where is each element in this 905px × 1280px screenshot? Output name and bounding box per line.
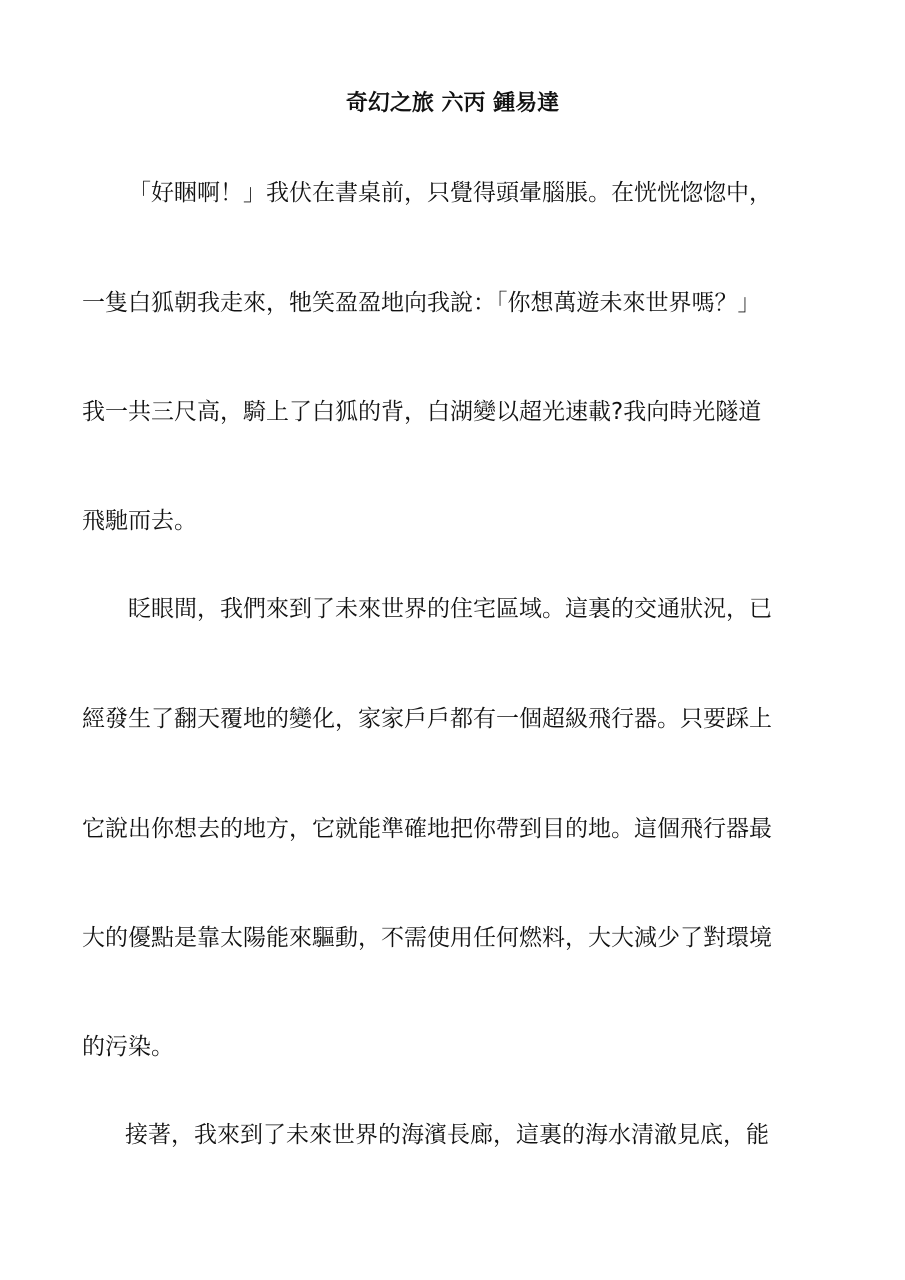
paragraph-1-line-2: 一隻白狐朝我走來，牠笑盈盈地向我說：「你想萬遊未來世界嗎？」: [82, 290, 761, 316]
paragraph-2-line-2: 經發生了翻天覆地的變化，家家戶戶都有一個超級飛行器。只要踩上: [82, 706, 772, 732]
paragraph-1-line-4: 飛馳而去。: [82, 508, 197, 534]
paragraph-2-line-3: 它說出你想去的地方，它就能準確地把你帶到目的地。這個飛行器最: [82, 816, 772, 842]
document-title: 奇幻之旅 六丙 鍾易達: [345, 91, 560, 116]
paragraph-2-line-5: 的污染。: [82, 1034, 174, 1060]
paragraph-3-line-1: 接著，我來到了未來世界的海濱長廊，這裏的海水清澈見底，能: [125, 1122, 769, 1148]
paragraph-2-line-4: 大的優點是靠太陽能來驅動，不需使用任何燃料，大大減少了對環境: [82, 925, 772, 951]
paragraph-1-line-1: 「好睏啊！」我伏在書桌前，只覺得頭暈腦脹。在恍恍惚惚中，: [128, 180, 772, 206]
paragraph-1-line-3: 我一共三尺高，騎上了白狐的背，白湖變以超光速載?我向時光隧道: [82, 399, 762, 425]
paragraph-2-line-1: 眨眼間，我們來到了未來世界的住宅區域。這裏的交通狀況，已: [128, 596, 772, 622]
